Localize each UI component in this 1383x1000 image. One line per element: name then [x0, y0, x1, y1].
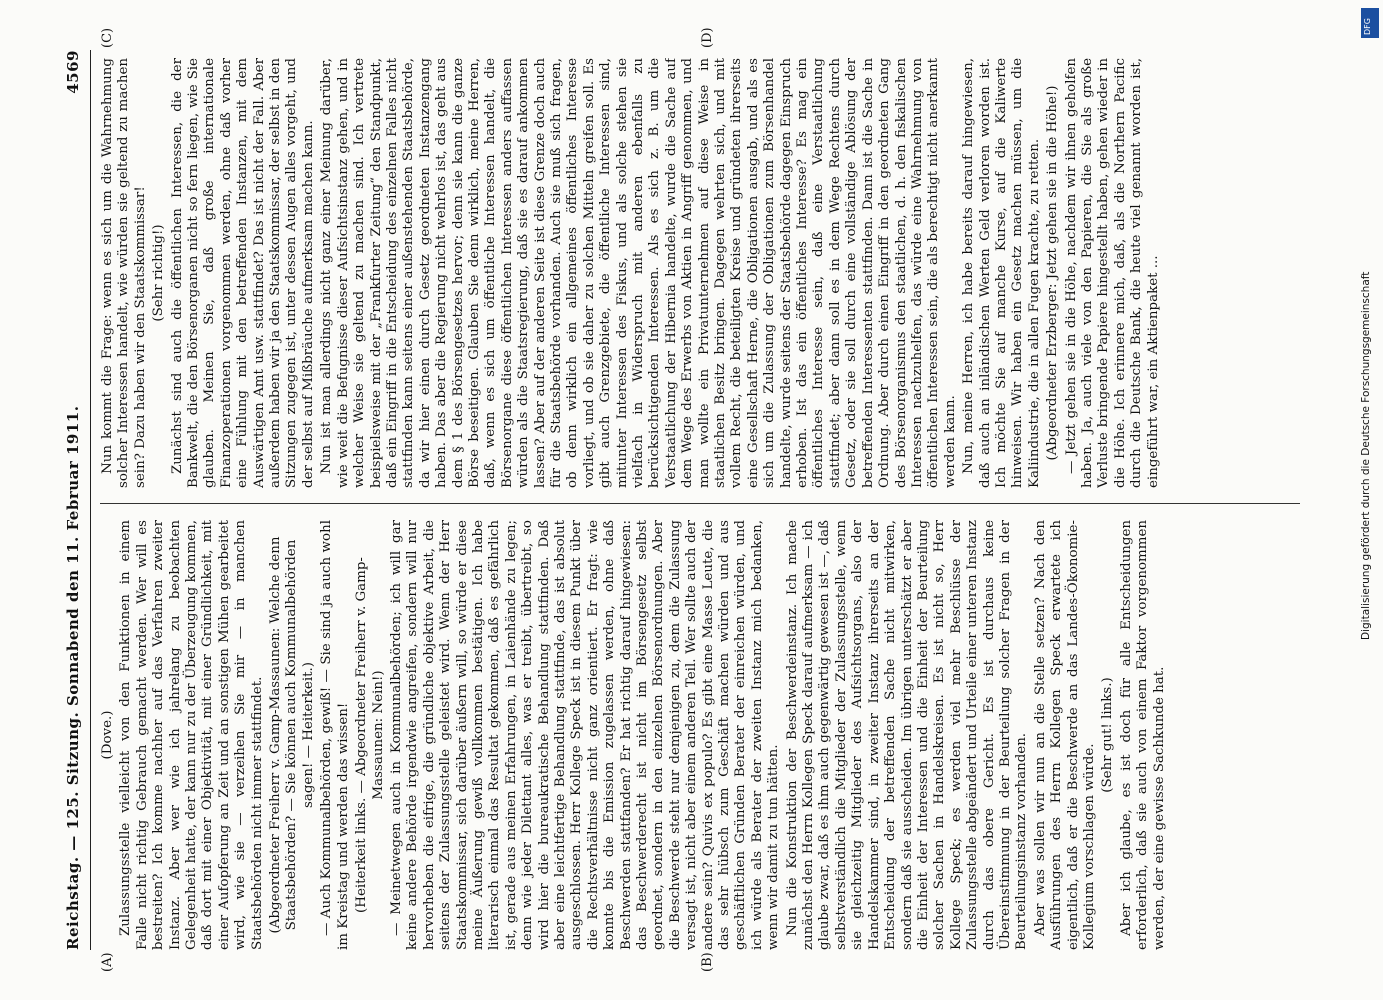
- page-header: [60, 50, 90, 950]
- paragraph: Zunächst sind auch die öffentlichen Interessen, die der Bankwelt, die den Börsenorganen nicht so fern liegen, wie Sie glauben. Meinen Sie, daß große internationale Finanzoperationen vorgenommen werden, ohne daß vorher eine Fühlung mit den betreffenden Instanzen, mit dem Auswärtigen Amt usw. stattfindet? Das ist nicht der Fall. Aber außerdem haben wir ja den Staatskommissar, der selbst in den Sitzungen zugegen ist, unter dessen Augen alles vorgeht, und der selbst auf Mißbräuche aufmerksam machen kann.: [169, 58, 316, 488]
- paragraph: — Auch Kommunalbehörden, gewiß! — Sie sind ja auch wohl im Kreistag und werden das wissen!: [319, 520, 351, 950]
- speaker-tag: (Dove.): [100, 710, 115, 760]
- paragraph: Aber ich glaube, es ist doch für alle Entscheidungen erforderlich, daß sie auch von einem Faktor vorgenommen werden, der eine gewisse Sachkunde hat.: [1118, 520, 1167, 950]
- digitization-note-text: Digitalisierung gefördert durch die Deutsche Forschungsgemeinschaft: [1360, 271, 1372, 640]
- paragraph: — Jetzt gehen sie in die Höhe, nachdem wir ihnen geholfen haben. Ja, auch viele von den Papieren, die Sie als große Verluste bringende Papiere hingestellt haben, gehen wieder in die Höhe. Ich erinnere mich, daß, als die Northern Pacific durch die Deutsche Bank, die heute viel genannt worden ist, eingeführt war, ein Aktienpaket ...: [1063, 58, 1161, 488]
- left-column: [100, 520, 1300, 950]
- paragraph: Nun ist man allerdings nicht ganz einer Meinung darüber, wie weit die Befugnisse dieser Aufsichtsinstanz gehen, und in welcher Weise sie geltend zu machen sind. Ich vertrete beispielsweise mit der „Frankfurter Zeitung“ den Standpunkt, daß ein Eingriff in die Entscheidung des einzelnen Falles nicht stattfinden kann seitens einer außenstehenden Staatsbehörde, da wir hier einen durch Gesetz geordneten Instanzengang haben. Das aber die Regierung nicht wehrlos ist, das geht aus dem § 1 des Börsengesetzes hervor; denn sie kann die ganze Börse beseitigen. Glauben Sie denn wirklich, meine Herren, daß, wenn es sich um öffentliche Interessen handelt, die Börsenorgane diese öffentlichen Interessen anders auffassen würden als die Staatsregierung, daß sie es darauf ankommen lassen? Aber auf der anderen Seite ist diese Grenze doch auch für die Staatsbehörde vorhanden. Auch sie muß sich fragen, ob denn wirklich ein allgemeines öffentliches Interesse vorliegt, und ob sie daher zu solchen Mitteln greifen soll. Es gibt auch Grenzgebiete, die öffentliche Interessen sind, mitunter Interessen des Fiskus, und als solche stehen sie vielfach in Widerspruch mit anderen ebenfalls zu berücksichtigenden Interessen. Als es sich z. B. um die Verstaatlichung der Hibernia handelte, wurde die Sache auf dem Wege des Erwerbs von Aktien in Angriff genommen, und man wollte ein Privatunternehmen auf diese Weise in staatlichen Besitz bringen. Dagegen wehrten sich, und mit vollem Recht, die beteiligten Kreise und gründeten ihrerseits eine Gesellschaft Herne, die Obligationen ausgab, und als es sich um die Zulassung der Obligationen zum Börsenhandel handelte, wurde seitens der Staatsbehörde dagegen Einspruch erhoben. Ist das ein öffentliches Interesse? Es mag ein öffentliches Interesse sein, daß eine Verstaatlichung stattfindet; aber dann soll es in dem Wege Rechtens durch Gesetz, oder sie soll durch eine vollständige Ablösung der betreffenden Interessenten stattfinden. Dann ist die Sache in Ordnung. Aber durch einen Eingriff in den geordneten Gang des Börsenorganismus den staatlichen, d. h. den fiskalischen Interessen nachzuhelfen, das würde eine Wahrnehmung von öffentlichen Interessen sein, die als berechtigt nicht anerkannt werden kann.: [319, 58, 958, 488]
- header-rule: [90, 50, 91, 950]
- running-head: Reichstag. — 125. Sitzung. Sonnabend den 11. Februar 1911.: [64, 405, 82, 950]
- interjection: (Abgeordneter Erzberger: Jetzt gehen sie in die Höhe!): [1045, 85, 1061, 461]
- margin-marker-d: (D): [700, 27, 715, 48]
- margin-marker-a: (A): [100, 952, 115, 972]
- paragraph: Nun kommt die Frage: wenn es sich um die Wahrnehmung solcher Interessen handelt, wie würden sie geltend zu machen sein? Dazu haben wir den Staatskommissar!: [100, 58, 148, 488]
- rotated-page: [60, 27, 1320, 972]
- paragraph: Nun, meine Herren, ich habe bereits darauf hingewiesen, daß auch an inländischen Werten Geld verloren worden ist. Ich möchte Sie auf manche Kurse, auf die Kaliwerte hinweisen. Wir haben ein Gesetz machen müssen, um die Kaliindustrie, die in allen Fugen krachte, zu retten.: [961, 58, 1042, 488]
- interjection: (Sehr gut! links.): [1100, 677, 1116, 793]
- page-number: 4569: [64, 50, 82, 94]
- dfg-logo: DFG: [1361, 8, 1379, 38]
- column-rule: [100, 503, 1300, 504]
- interjection: (Heiterkeit links. — Abgeordneter Freiherr v. Gamp-Massaunen: Nein!): [354, 557, 386, 913]
- right-column: [100, 58, 1300, 488]
- paragraph: Zulassungsstelle vielleicht von den Funktionen in einem Falle nicht richtig Gebrauch gemacht werden. Wer will es bestreiten? Ich komme nachher auf das Verfahren zweiter Instanz. Aber wer wie ich jahrelang zu beobachten Gelegenheit hatte, der kann nur zu der Überzeugung kommen, daß dort mit einer Objektivität, mit einer Gründlichkeit, mit einer Aufopferung an Zeit und an sonstigen Mühen gearbeitet wird, wie sie — verzeihen Sie mir — in manchen Staatsbehörden nicht immer stattfindet.: [118, 520, 265, 950]
- margin-marker-c: (C): [100, 27, 115, 48]
- margin-marker-b: (B): [700, 952, 715, 972]
- digitization-note: [1360, 40, 1378, 640]
- interjection: (Abgeordneter Freiherr v. Gamp-Massaunen: Welche denn Staatsbehörden? — Sie können auch Kommunalbehörden sagen! — Heiterkeit.): [268, 536, 316, 934]
- paragraph: Nun die Konstruktion der Beschwerdeinstanz. Ich mache zunächst den Herrn Kollegen Speck darauf aufmerksam — ich glaube zwar, daß es ihm auch gegenwärtig gewesen ist —, daß selbstverständlich die Mitglieder der Zulassungsstelle, wenn sie gleichzeitig Mitglieder des Aufsichtsorgans, also der Handelskammer sind, in zweiter Instanz ihrerseits an der Entscheidung der betreffenden Sache nicht mitwirken, sondern daß sie ausscheiden. Im übrigen unterschätzt er aber die Einheit der Interessen und die Einheit der Beurteilung solcher Sachen in Handelskreisen. Es ist nicht so, Herr Kollege Speck; es werden viel mehr Beschlüsse der Zulassungsstelle abgeändert und Urteile einer unteren Instanz durch das obere Gericht. Es ist durchaus keine Übereinstimmung in der Beurteilung solcher Fragen in der Beurteilungsinstanz vorhanden.: [784, 520, 1030, 950]
- paragraph: Aber was sollen wir nun an die Stelle setzen? Nach den Ausführungen des Herrn Kollegen Speck erwartete ich eigentlich, daß er die Beschwerde an das Landes-Ökonomie-Kollegium vorschlagen würde.: [1032, 520, 1097, 950]
- paragraph: — Meinetwegen auch in Kommunalbehörden; ich will gar keine andere Behörde irgendwie angreifen, sondern will nur hervorheben die eifrige, die gründliche objektive Arbeit, die seitens der Zulassungsstelle geleistet wird. Wenn der Herr Staatskommissar, sich darüber äußern will, so würde er diese meine Äußerung gewiß vollkommen bestätigen. Ich habe literarisch einmal das Resultat gekommen, daß es gefährlich ist, gerade aus meinen Erfahrungen, in Laienhände zu legen; denn wie jeder Dilettant alles, was er treibt, übertreibt, so wird hier die bureaukratische Behandlung stattfinden. Daß aber eine leichtfertige Behandlung stattfinde, das ist absolut ausgeschlossen. Herr Kollege Speck ist in diesem Punkt über die Rechtsverhältnisse nicht ganz orientiert. Er fragt: wie konnte bis die Emission zugelassen werden, ohne daß Beschwerden stattfanden? Er hat richtig darauf hingewiesen: das Beschwerderecht ist nicht im Börsengesetz selbst geordnet, sondern in den einzelnen Börsenordnungen. Aber die Beschwerde steht nur demjenigen zu, dem die Zulassung versagt ist, nicht aber einem anderen Teil. Wer sollte auch der andere sein? Quivis ex populo? Es gibt eine Masse Leute, die das sehr hübsch zum Geschäft machen würden und aus geschäftlichen Gründen Berater der einreichen würden, und ich würde als Berater der zweiten Instanz mich bedanken, wenn wir damit zu tun hätten.: [388, 520, 782, 950]
- interjection: (Sehr richtig!): [151, 224, 167, 322]
